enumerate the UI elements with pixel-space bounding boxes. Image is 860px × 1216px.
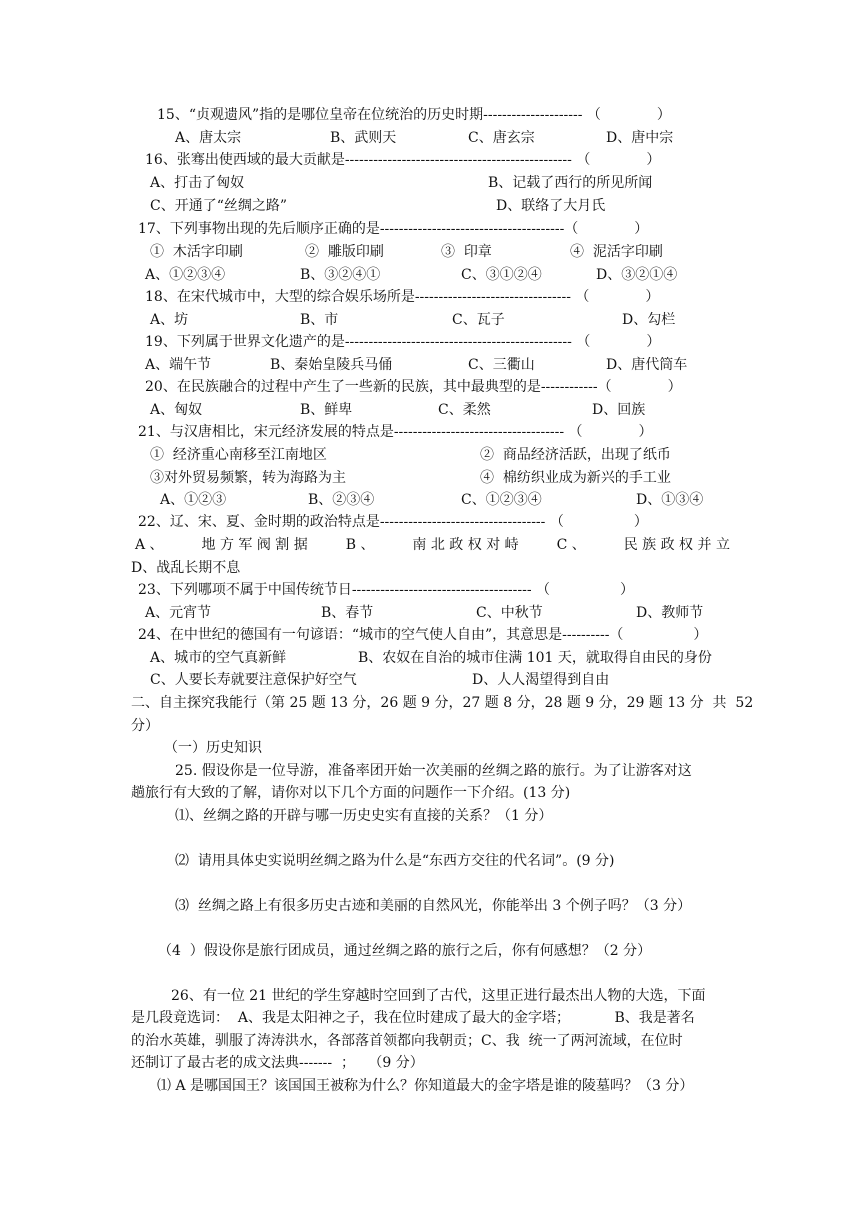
q25-sub-2: ⑵ 请用具体史实说明丝绸之路为什么是“东西方交往的代名词”。(9 分) [175, 853, 615, 869]
q18-option-c: C、瓦子 [452, 312, 505, 328]
q23-option-a: A、元宵节 [145, 605, 212, 621]
q21-item-2: ② 商品经济活跃，出现了纸币 [480, 447, 671, 463]
q22-option-a-text: 地 方 军 阀 割 据 [201, 537, 308, 553]
q17-option-a: A、①②③④ [145, 267, 226, 283]
q17-option-b: B、③②④① [300, 267, 381, 283]
q20-option-c: C、柔然 [438, 402, 491, 418]
q16-option-a: A、打击了匈奴 [150, 175, 245, 191]
q19-option-d: D、唐代筒车 [606, 357, 688, 373]
q25-para-2: 趟旅行有大致的了解，请你对以下几个方面的问题作一下介绍。(13 分) [131, 785, 571, 801]
q18-option-a: A、坊 [150, 312, 189, 328]
q22-option-b-text: 南 北 政 权 对 峙 [412, 537, 519, 553]
q21-option-b: B、②③④ [308, 492, 375, 508]
q21-item-4: ④ 棉纺织业成为新兴的手工业 [480, 470, 671, 486]
q21-item-3: ③对外贸易频繁，转为海路为主 [150, 470, 346, 486]
q19-option-b: B、秦始皇陵兵马俑 [270, 357, 393, 373]
q23-option-d: D、教师节 [636, 605, 704, 621]
q24-option-b: B、农奴在自治的城市住满 101 天，就取得自由民的身份 [358, 650, 712, 666]
q18-option-d: D、勾栏 [622, 312, 676, 328]
q22-options-line [135, 535, 730, 555]
q16-option-b: B、记载了西行的所见所闻 [488, 175, 653, 191]
q17-option-c: C、③①②④ [461, 267, 542, 283]
q22-option-c-text: 民 族 政 权 并 立 [623, 537, 730, 553]
q23-option-c: C、中秋节 [476, 605, 543, 621]
q20-option-b: B、鲜卑 [300, 402, 353, 418]
q24-option-a: A、城市的空气真新鲜 [150, 650, 287, 666]
q22-option-b-label: B 、 [345, 537, 375, 553]
section2-sub1: （一）历史知识 [164, 740, 262, 756]
section2-title-cont: 分） [131, 718, 159, 734]
q24-option-c: C、人要长寿就要注意保护好空气 [150, 672, 357, 688]
q16-stem: 16、张骞出使西域的最大贡献是------------------------------------------------ （ ） [145, 152, 661, 168]
q26-para-1: 26、有一位 21 世纪的学生穿越时空回到了古代，这里正进行最杰出人物的大选，下面 [171, 988, 706, 1004]
q24-option-d: D、人人渴望得到自由 [472, 672, 610, 688]
q16-option-c: C、开通了“丝绸之路” [150, 198, 288, 214]
q17-stem: 17、下列事物出现的先后顺序正确的是---------------------------------------（ ） [138, 221, 649, 237]
q17-item-2: ② 雕版印刷 [305, 244, 384, 260]
q19-option-c: C、三衢山 [468, 357, 535, 373]
q15-option-d: D、唐中宗 [606, 130, 674, 146]
q17-item-3: ③ 印章 [441, 244, 492, 260]
q15-option-a: A、唐太宗 [175, 130, 242, 146]
q25-sub-4: （4 ）假设你是旅行团成员，通过丝绸之路的旅行之后，你有何感想？（2 分） [158, 943, 652, 959]
q26-para-3: 的治水英雄，驯服了涛涛洪水，各部落首领都向我朝贡；C、我 统一了两河流域，在位时 [131, 1033, 683, 1049]
q18-stem: 18、在宋代城市中，大型的综合娱乐场所是--------------------------------- （ ） [145, 289, 660, 305]
q23-stem: 23、下列哪项不属于中国传统节日-------------------------------------- （ ） [138, 582, 635, 598]
q22-option-c-label: C 、 [556, 537, 586, 553]
q23-option-b: B、春节 [321, 605, 374, 621]
q20-option-a: A、匈奴 [150, 402, 203, 418]
q15-option-b: B、武则天 [330, 130, 397, 146]
q16-option-d: D、联络了大月氏 [496, 198, 606, 214]
q17-item-4: ④ 泥活字印刷 [570, 244, 663, 260]
q22-stem: 22、辽、宋、夏、金时期的政治特点是----------------------------------- （ ） [138, 514, 648, 530]
q25-para-1: 25. 假设你是一位导游，准备率团开始一次美丽的丝绸之路的旅行。为了让游客对这 [175, 763, 692, 779]
q26-para-2: 是几段竟选词： A、我是太阳神之子，我在位时建成了最大的金字塔； B、我是著名 [131, 1010, 695, 1026]
q20-stem: 20、在民族融合的过程中产生了一些新的民族，其中最典型的是------------（ ） [145, 379, 682, 395]
q21-stem: 21、与汉唐相比，宋元经济发展的特点是------------------------------------ （ ） [138, 424, 653, 440]
q19-stem: 19、下列属于世界文化遗产的是------------------------------------------------ （ ） [145, 334, 661, 350]
section2-title: 二、自主探究我能行（第 25 题 13 分，26 题 9 分，27 题 8 分，28 题 9 分，29 题 13 分 共 52 [131, 695, 754, 711]
q21-option-c: C、①②③④ [461, 492, 542, 508]
q18-option-b: B、市 [300, 312, 339, 328]
q19-option-a: A、端午节 [145, 357, 212, 373]
q24-stem: 24、在中世纪的德国有一句谚语：“城市的空气使人自由”，其意思是----------（ ） [138, 627, 708, 643]
q17-item-1: ① 木活字印刷 [150, 244, 243, 260]
q25-sub-1: ⑴、丝绸之路的开辟与哪一历史史实有直接的关系？（1 分） [175, 808, 553, 824]
q15-option-c: C、唐玄宗 [468, 130, 535, 146]
q25-sub-3: ⑶ 丝绸之路上有很多历史古迹和美丽的自然风光，你能举出 3 个例子吗？（3 分） [175, 898, 692, 914]
q17-option-d: D、③②①④ [596, 267, 678, 283]
q21-option-d: D、①③④ [636, 492, 704, 508]
q20-option-d: D、回族 [592, 402, 646, 418]
q26-para-4: 还制订了最古老的成文法典------- ； （9 分） [131, 1055, 424, 1071]
q21-option-a: A、①②③ [160, 492, 227, 508]
q15-stem: 15、“贞观遗风”指的是哪位皇帝在位统治的历史时期--------------------- （ ） [157, 107, 671, 123]
q21-item-1: ① 经济重心南移至江南地区 [150, 447, 327, 463]
q22-option-d: D、战乱长期不息 [131, 560, 241, 576]
q26-sub-1: ⑴ A 是哪国国王？该国国王被称为什么？你知道最大的金字塔是谁的陵墓吗？（3 分） [157, 1078, 694, 1094]
q22-option-a-label: A 、 [135, 537, 164, 553]
